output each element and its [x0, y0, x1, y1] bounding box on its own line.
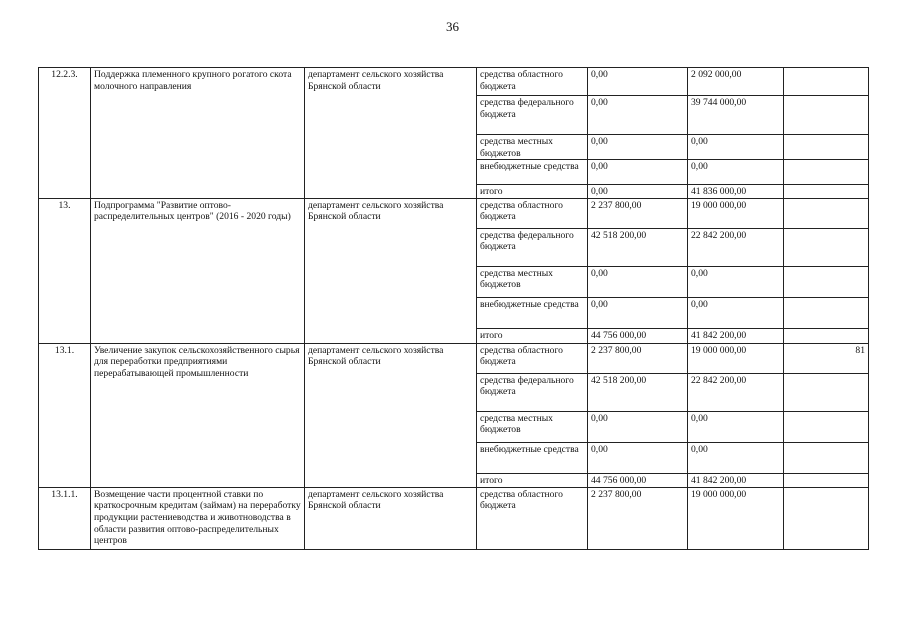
table-row [39, 198, 869, 228]
table-row [39, 343, 869, 373]
value-col-1: 42 518 200,00 [588, 228, 688, 266]
page-number: 36 [446, 19, 459, 34]
value-col-3 [784, 185, 869, 199]
value-col-2: 0,00 [688, 266, 784, 297]
value-col-3 [784, 297, 869, 328]
value-col-3 [784, 198, 869, 228]
value-col-2: 22 842 200,00 [688, 373, 784, 411]
value-col-3 [784, 68, 869, 96]
source-label: средства областного бюджета [477, 343, 588, 373]
value-col-1: 44 756 000,00 [588, 473, 688, 487]
value-col-2: 2 092 000,00 [688, 68, 784, 96]
source-label: средства местных бюджетов [477, 266, 588, 297]
table-row [39, 68, 869, 96]
source-label: средства областного бюджета [477, 487, 588, 549]
value-col-3 [784, 228, 869, 266]
source-label: средства местных бюджетов [477, 411, 588, 442]
table-row [39, 487, 869, 549]
row-executor: департамент сельского хозяйства Брянской области [305, 343, 477, 487]
budget-table [38, 67, 869, 550]
value-col-2: 41 842 200,00 [688, 473, 784, 487]
value-col-1: 0,00 [588, 96, 688, 135]
value-col-2: 0,00 [688, 135, 784, 160]
value-col-3: 81 [784, 343, 869, 373]
source-label: средства федерального бюджета [477, 228, 588, 266]
row-name: Подпрограмма "Развитие оптово-распределительных центров" (2016 - 2020 годы) [91, 198, 305, 343]
value-col-2: 39 744 000,00 [688, 96, 784, 135]
value-col-2: 19 000 000,00 [688, 198, 784, 228]
value-col-1: 0,00 [588, 411, 688, 442]
value-col-3 [784, 266, 869, 297]
source-label: внебюджетные средства [477, 442, 588, 473]
value-col-1: 42 518 200,00 [588, 373, 688, 411]
value-col-2: 41 836 000,00 [688, 185, 784, 199]
value-col-2: 19 000 000,00 [688, 487, 784, 549]
row-name: Возмещение части процентной ставки по краткосрочным кредитам (займам) на переработку продукции растениеводства и животноводства в области развития оптово-распределительных центров [91, 487, 305, 549]
value-col-1: 0,00 [588, 68, 688, 96]
value-col-2: 0,00 [688, 411, 784, 442]
value-col-1: 0,00 [588, 185, 688, 199]
value-col-3 [784, 411, 869, 442]
row-number: 13.1.1. [39, 487, 91, 549]
value-col-2: 0,00 [688, 160, 784, 185]
source-label: средства федерального бюджета [477, 96, 588, 135]
value-col-1: 2 237 800,00 [588, 487, 688, 549]
source-label: внебюджетные средства [477, 297, 588, 328]
row-executor: департамент сельского хозяйства Брянской области [305, 487, 477, 549]
value-col-1: 0,00 [588, 442, 688, 473]
row-number: 12.2.3. [39, 68, 91, 199]
value-col-2: 19 000 000,00 [688, 343, 784, 373]
value-col-1: 0,00 [588, 135, 688, 160]
value-col-1: 2 237 800,00 [588, 343, 688, 373]
row-executor: департамент сельского хозяйства Брянской области [305, 68, 477, 199]
row-number: 13.1. [39, 343, 91, 487]
source-label: итого [477, 473, 588, 487]
value-col-1: 0,00 [588, 266, 688, 297]
value-col-3 [784, 160, 869, 185]
value-col-3 [784, 373, 869, 411]
row-number: 13. [39, 198, 91, 343]
value-col-1: 44 756 000,00 [588, 328, 688, 343]
source-label: итого [477, 328, 588, 343]
source-label: средства федерального бюджета [477, 373, 588, 411]
row-name: Увеличение закупок сельскохозяйственного сырья для переработки предприятиями перерабатывающей промышленности [91, 343, 305, 487]
value-col-3 [784, 328, 869, 343]
value-col-1: 2 237 800,00 [588, 198, 688, 228]
value-col-3 [784, 442, 869, 473]
value-col-2: 0,00 [688, 442, 784, 473]
source-label: итого [477, 185, 588, 199]
source-label: средства местных бюджетов [477, 135, 588, 160]
value-col-2: 0,00 [688, 297, 784, 328]
value-col-3 [784, 473, 869, 487]
source-label: внебюджетные средства [477, 160, 588, 185]
value-col-1: 0,00 [588, 160, 688, 185]
value-col-1: 0,00 [588, 297, 688, 328]
value-col-2: 41 842 200,00 [688, 328, 784, 343]
value-col-2: 22 842 200,00 [688, 228, 784, 266]
value-col-3 [784, 96, 869, 135]
row-name: Поддержка племенного крупного рогатого скота молочного направления [91, 68, 305, 199]
value-col-3 [784, 135, 869, 160]
row-executor: департамент сельского хозяйства Брянской области [305, 198, 477, 343]
source-label: средства областного бюджета [477, 68, 588, 96]
source-label: средства областного бюджета [477, 198, 588, 228]
value-col-3 [784, 487, 869, 549]
